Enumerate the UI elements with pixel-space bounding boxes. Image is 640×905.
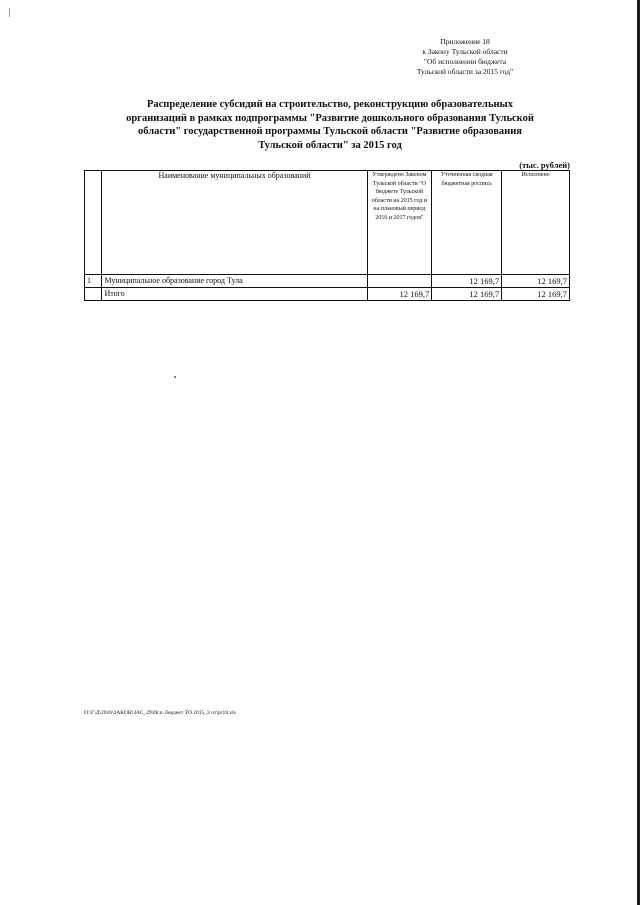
title-line: Распределение субсидий на строительство, реконструкцию образовательных bbox=[146, 99, 513, 110]
appendix-note bbox=[360, 37, 570, 77]
row-approved bbox=[367, 275, 432, 288]
total-name: Итого bbox=[102, 288, 367, 301]
appendix-line: Тульской области за 2015 год" bbox=[416, 67, 514, 76]
table-total-row bbox=[85, 288, 570, 301]
table-row bbox=[85, 275, 570, 288]
title-line: области" государственной программы Тульской области "Развитие образования bbox=[138, 126, 522, 137]
subsidy-table bbox=[84, 170, 570, 301]
units-label: (тыс. рублей) bbox=[519, 160, 570, 170]
header-executed: Исполнено bbox=[502, 171, 570, 275]
file-path-footer: D:\Г\Д\2016\ЗАКОН\ЗАС_29\Исп. бюджет ТО 2015_2 чт\pr18.xls bbox=[84, 710, 236, 716]
row-name: Муниципальное образование город Тула bbox=[102, 275, 367, 288]
appendix-line: к Закону Тульской области bbox=[422, 47, 508, 56]
total-executed: 12 169,7 bbox=[502, 288, 570, 301]
header-name: Наименование муниципальных образований bbox=[102, 171, 367, 275]
scan-mark bbox=[9, 8, 10, 17]
header-approved: Утверждено Законом Тульской области "О бюджете Тульской области на 2015 год и на плановый период 2016 и 2017 годов" bbox=[367, 171, 432, 275]
total-specified: 12 169,7 bbox=[432, 288, 502, 301]
document-title bbox=[80, 98, 580, 152]
header-specified: Уточненная сводная бюджетная роспись bbox=[432, 171, 502, 275]
row-specified: 12 169,7 bbox=[432, 275, 502, 288]
row-executed: 12 169,7 bbox=[502, 275, 570, 288]
title-line: Тульской области" за 2015 год bbox=[258, 139, 402, 151]
total-num bbox=[85, 288, 102, 301]
appendix-line: Приложение 18 bbox=[440, 37, 490, 46]
appendix-line: "Об исполнении бюджета bbox=[423, 57, 507, 66]
scan-dot bbox=[174, 376, 176, 378]
row-num: 1 bbox=[85, 275, 102, 288]
table-header-row bbox=[85, 171, 570, 275]
total-approved: 12 169,7 bbox=[367, 288, 432, 301]
title-line: организаций в рамках подпрограммы "Развитие дошкольного образования Тульской bbox=[126, 112, 534, 124]
header-num bbox=[85, 171, 102, 275]
